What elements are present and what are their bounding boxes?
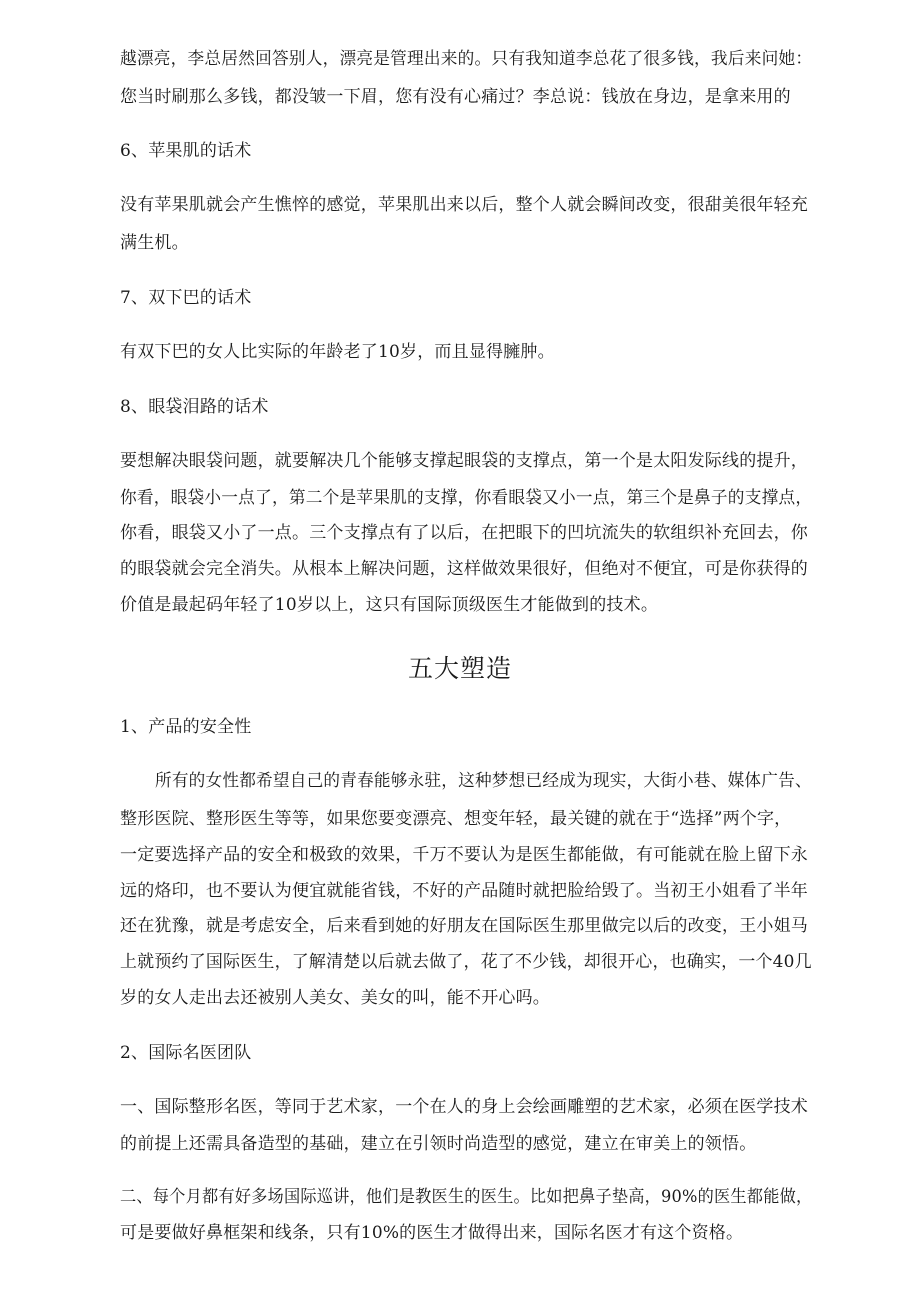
team-para1-line-2: 的前提上还需具备造型的基础，建立在引领时尚造型的感觉，建立在审美上的领悟。 (120, 1134, 757, 1154)
team-para1-line-1: 一、国际整形名医，等同于艺术家，一个在人的身上会绘画雕塑的艺术家，必须在医学技术 (120, 1097, 808, 1117)
apple-heading: 6、苹果肌的话术 (120, 141, 252, 161)
apple-line-2: 满生机。 (120, 233, 189, 253)
team-para2-line-1: 二、每个月都有好多场国际巡讲，他们是教医生的医生。比如把鼻子垫高，90%的医生都能做， (120, 1187, 813, 1207)
intro-line-1: 越漂亮，李总居然回答别人，漂亮是管理出来的。只有我知道李总花了很多钱，我后来问她： (120, 49, 813, 69)
eyebag-line-4: 的眼袋就会完全消失。从根本上解决问题，这样做效果很好，但绝对不便宜，可是你获得的 (120, 559, 808, 579)
team-para2-line-2: 可是要做好鼻框架和线条，只有10%的医生才做得出来，国际名医才有这个资格。 (120, 1223, 744, 1243)
safety-heading: 1、产品的安全性 (120, 717, 252, 737)
section-title: 五大塑造 (407, 654, 512, 683)
safety-line-1: 所有的女性都希望自己的青春能够永驻，这种梦想已经成为现实，大街小巷、媒体广告、 (155, 771, 812, 791)
eyebag-line-3: 你看，眼袋又小了一点。三个支撑点有了以后，在把眼下的凹坑流失的软组织补充回去，你 (120, 523, 808, 543)
eyebag-line-2: 你看，眼袋小一点了，第二个是苹果肌的支撑，你看眼袋又小一点，第三个是鼻子的支撑点， (120, 488, 813, 508)
safety-line-3: 一定要选择产品的安全和极致的效果，千万不要认为是医生都能做，有可能就在脸上留下永 (120, 845, 808, 865)
safety-line-4: 远的烙印，也不要认为便宜就能省钱，不好的产品随时就把脸给毁了。当初王小姐看了半年 (120, 881, 808, 901)
eyebag-heading: 8、眼袋泪路的话术 (120, 397, 269, 417)
chin-heading: 7、双下巴的话术 (120, 288, 252, 308)
chin-line-1: 有双下巴的女人比实际的年龄老了10岁，而且显得臃肿。 (120, 342, 555, 362)
eyebag-line-1: 要想解决眼袋问题，就要解决几个能够支撑起眼袋的支撑点，第一个是太阳发际线的提升， (120, 451, 808, 471)
safety-line-7: 岁的女人走出去还被别人美女、美女的叫，能不开心吗。 (120, 988, 550, 1008)
team-heading: 2、国际名医团队 (120, 1043, 252, 1063)
safety-line-5: 还在犹豫，就是考虑安全，后来看到她的好朋友在国际医生那里做完以后的改变，王小姐马 (120, 916, 808, 936)
eyebag-line-5: 价值是最起码年轻了10岁以上，这只有国际顶级医生才能做到的技术。 (120, 595, 659, 615)
safety-line-2: 整形医院、整形医生等等，如果您要变漂亮、想变年轻，最关键的就在于“选择”两个字， (120, 809, 792, 829)
safety-line-6: 上就预约了国际医生，了解清楚以后就去做了，花了不少钱，却很开心，也确实，一个40几 (120, 952, 812, 972)
intro-line-2: 您当时刷那么多钱，都没皱一下眉，您有没有心痛过？李总说：钱放在身边，是拿来用的 (120, 87, 791, 107)
apple-line-1: 没有苹果肌就会产生憔悴的感觉，苹果肌出来以后，整个人就会瞬间改变，很甜美很年轻充 (120, 195, 808, 215)
